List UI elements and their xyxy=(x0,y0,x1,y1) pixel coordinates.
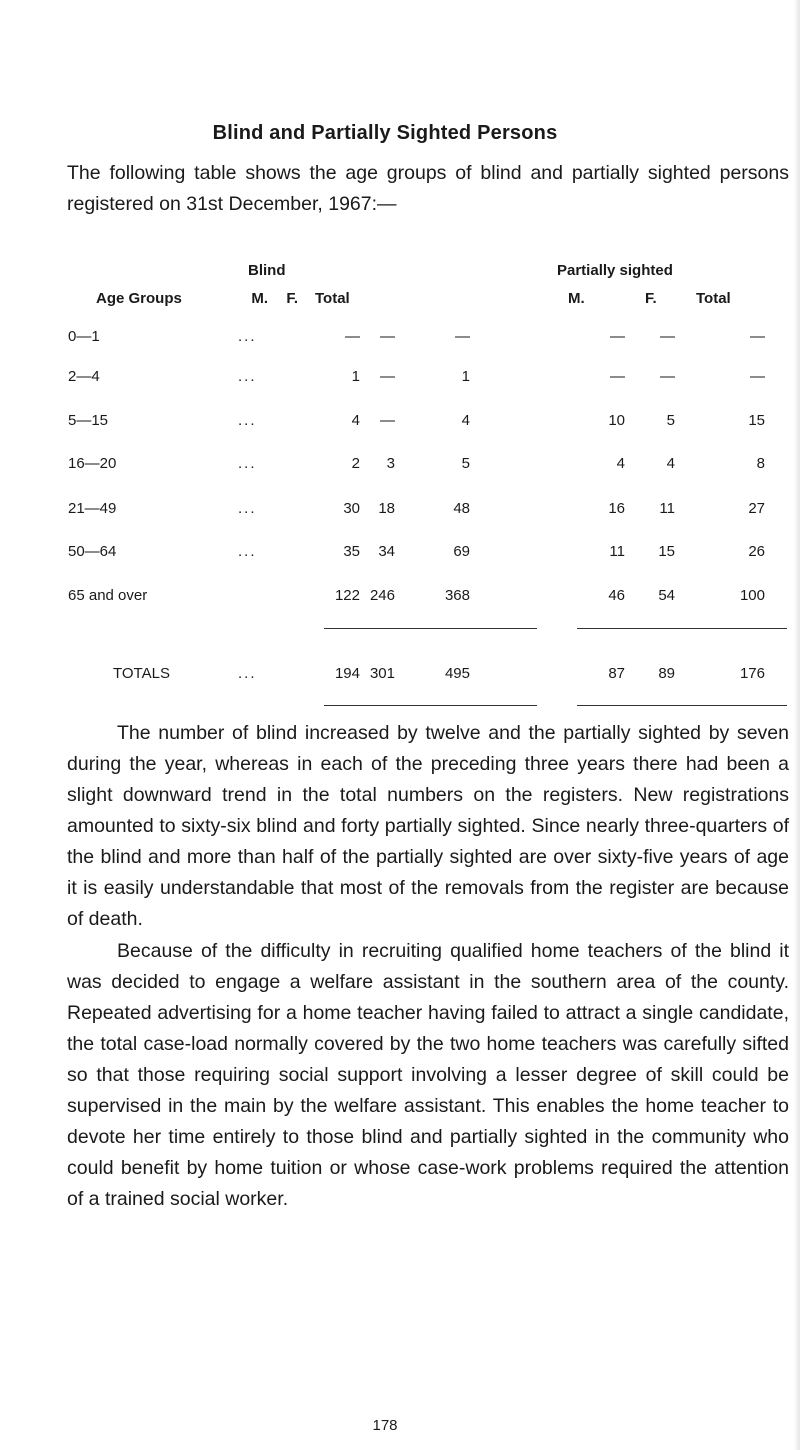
table-cell: 4 xyxy=(666,455,675,472)
table-cell: 5 xyxy=(666,412,675,429)
page-number: 178 xyxy=(372,1417,398,1434)
table-cell: 11 xyxy=(659,500,675,517)
table-cell: 10 xyxy=(608,412,625,429)
table-cell: 3 xyxy=(386,455,395,472)
table-cell: 34 xyxy=(378,543,395,560)
table-cell: 26 xyxy=(748,543,765,560)
col-header-partial-total: Total xyxy=(696,290,731,307)
col-header-blind-total: Total xyxy=(315,290,350,307)
table-cell: 5 xyxy=(461,455,470,472)
row-label: 5—15 xyxy=(68,412,109,429)
table-cell: 35 xyxy=(343,543,360,560)
table-cell: 54 xyxy=(658,587,675,604)
table-cell: — xyxy=(660,328,675,345)
table-cell: 4 xyxy=(461,412,470,429)
table-cell: — xyxy=(610,328,625,345)
table-cell: 4 xyxy=(351,412,360,429)
group-header-blind: Blind xyxy=(248,262,286,279)
col-header-blind-m: M. xyxy=(251,290,268,307)
table-cell: 46 xyxy=(608,587,625,604)
intro-paragraph: The following table shows the age groups of blind and partially sighted persons registered on 31st December, 1967:— xyxy=(67,162,789,215)
subtotal-rule-partial xyxy=(577,628,787,629)
row-dots: ... xyxy=(238,368,257,385)
scan-edge xyxy=(794,0,800,1450)
row-dots: ... xyxy=(238,455,257,472)
table-cell: — xyxy=(345,328,360,345)
table-cell: — xyxy=(455,328,470,345)
table-cell: 1 xyxy=(461,368,470,385)
table-cell: — xyxy=(380,328,395,345)
totals-dots: ... xyxy=(238,665,257,682)
page-heading: Blind and Partially Sighted Persons xyxy=(212,122,558,144)
table-cell: 16 xyxy=(608,500,625,517)
table-cell: 15 xyxy=(748,412,765,429)
table-cell: — xyxy=(750,328,765,345)
table-cell: 69 xyxy=(453,543,470,560)
row-label: 21—49 xyxy=(68,500,117,517)
table-cell: — xyxy=(660,368,675,385)
row-dots: ... xyxy=(238,500,257,517)
table-cell: — xyxy=(610,368,625,385)
row-dots: ... xyxy=(238,543,257,560)
row-label: 65 and over xyxy=(68,587,148,604)
totals-label: TOTALS xyxy=(113,665,170,682)
row-label: 0—1 xyxy=(68,328,100,345)
row-dots: ... xyxy=(238,328,257,345)
table-cell: 11 xyxy=(609,543,625,560)
total-rule-partial xyxy=(577,705,787,706)
col-header-partial-m: M. xyxy=(568,290,585,307)
group-header-partial: Partially sighted xyxy=(557,262,673,279)
table-cell: 30 xyxy=(343,500,360,517)
col-header-blind-f: F. xyxy=(286,290,298,307)
table-cell: — xyxy=(380,368,395,385)
table-cell: — xyxy=(380,412,395,429)
table-cell: 27 xyxy=(748,500,765,517)
table-cell: 100 xyxy=(739,587,765,604)
row-dots: ... xyxy=(238,412,257,429)
total-cell: 89 xyxy=(658,665,675,682)
total-cell: 495 xyxy=(444,665,470,682)
subtotal-rule-blind xyxy=(324,628,537,629)
table-cell: 4 xyxy=(616,455,625,472)
table-cell: 122 xyxy=(334,587,360,604)
col-header-age-groups: Age Groups xyxy=(96,290,182,307)
table-cell: 368 xyxy=(444,587,470,604)
table-cell: — xyxy=(750,368,765,385)
col-header-partial-f: F. xyxy=(645,290,657,307)
table-cell: 48 xyxy=(453,500,470,517)
paragraph-welfare-assistant: Because of the difficulty in recruiting qualified home teachers of the blind it was decided to engage a welfare assistant in the southern area of the county. Repeated advertising for a home teacher having failed to attract a single candidate, the total case-load normally covered by the two home teachers was carefully sifted so that those requiring social support involving a lesser degree of skill could be supervised in the main by the welfare assistant. This enables the home teacher to devote her time entirely to those blind and partially sighted in the community who could benefit by home tuition or whose case-work problems required the attention of a trained social worker. xyxy=(67,940,789,1210)
total-cell: 194 xyxy=(334,665,360,682)
table-cell: 18 xyxy=(378,500,395,517)
row-label: 50—64 xyxy=(68,543,117,560)
row-label: 2—4 xyxy=(68,368,100,385)
row-label: 16—20 xyxy=(68,455,117,472)
table-cell: 8 xyxy=(756,455,765,472)
total-cell: 301 xyxy=(369,665,395,682)
total-rule-blind xyxy=(324,705,537,706)
table-cell: 15 xyxy=(658,543,675,560)
paragraph-registrations: The number of blind increased by twelve and the partially sighted by seven during the year, whereas in each of the preceding three years there had been a slight downward trend in the total numbers on the registers. New registrations amounted to sixty-six blind and forty partially sighted. Since nearly three-quarters of the blind and more than half of the partially sighted are over sixty-five years of age it is easily understandable that most of the removals from the register are because of death. xyxy=(67,722,789,930)
total-cell: 176 xyxy=(739,665,765,682)
total-cell: 87 xyxy=(608,665,625,682)
table-cell: 2 xyxy=(351,455,360,472)
table-cell: 1 xyxy=(351,368,360,385)
table-cell: 246 xyxy=(369,587,395,604)
